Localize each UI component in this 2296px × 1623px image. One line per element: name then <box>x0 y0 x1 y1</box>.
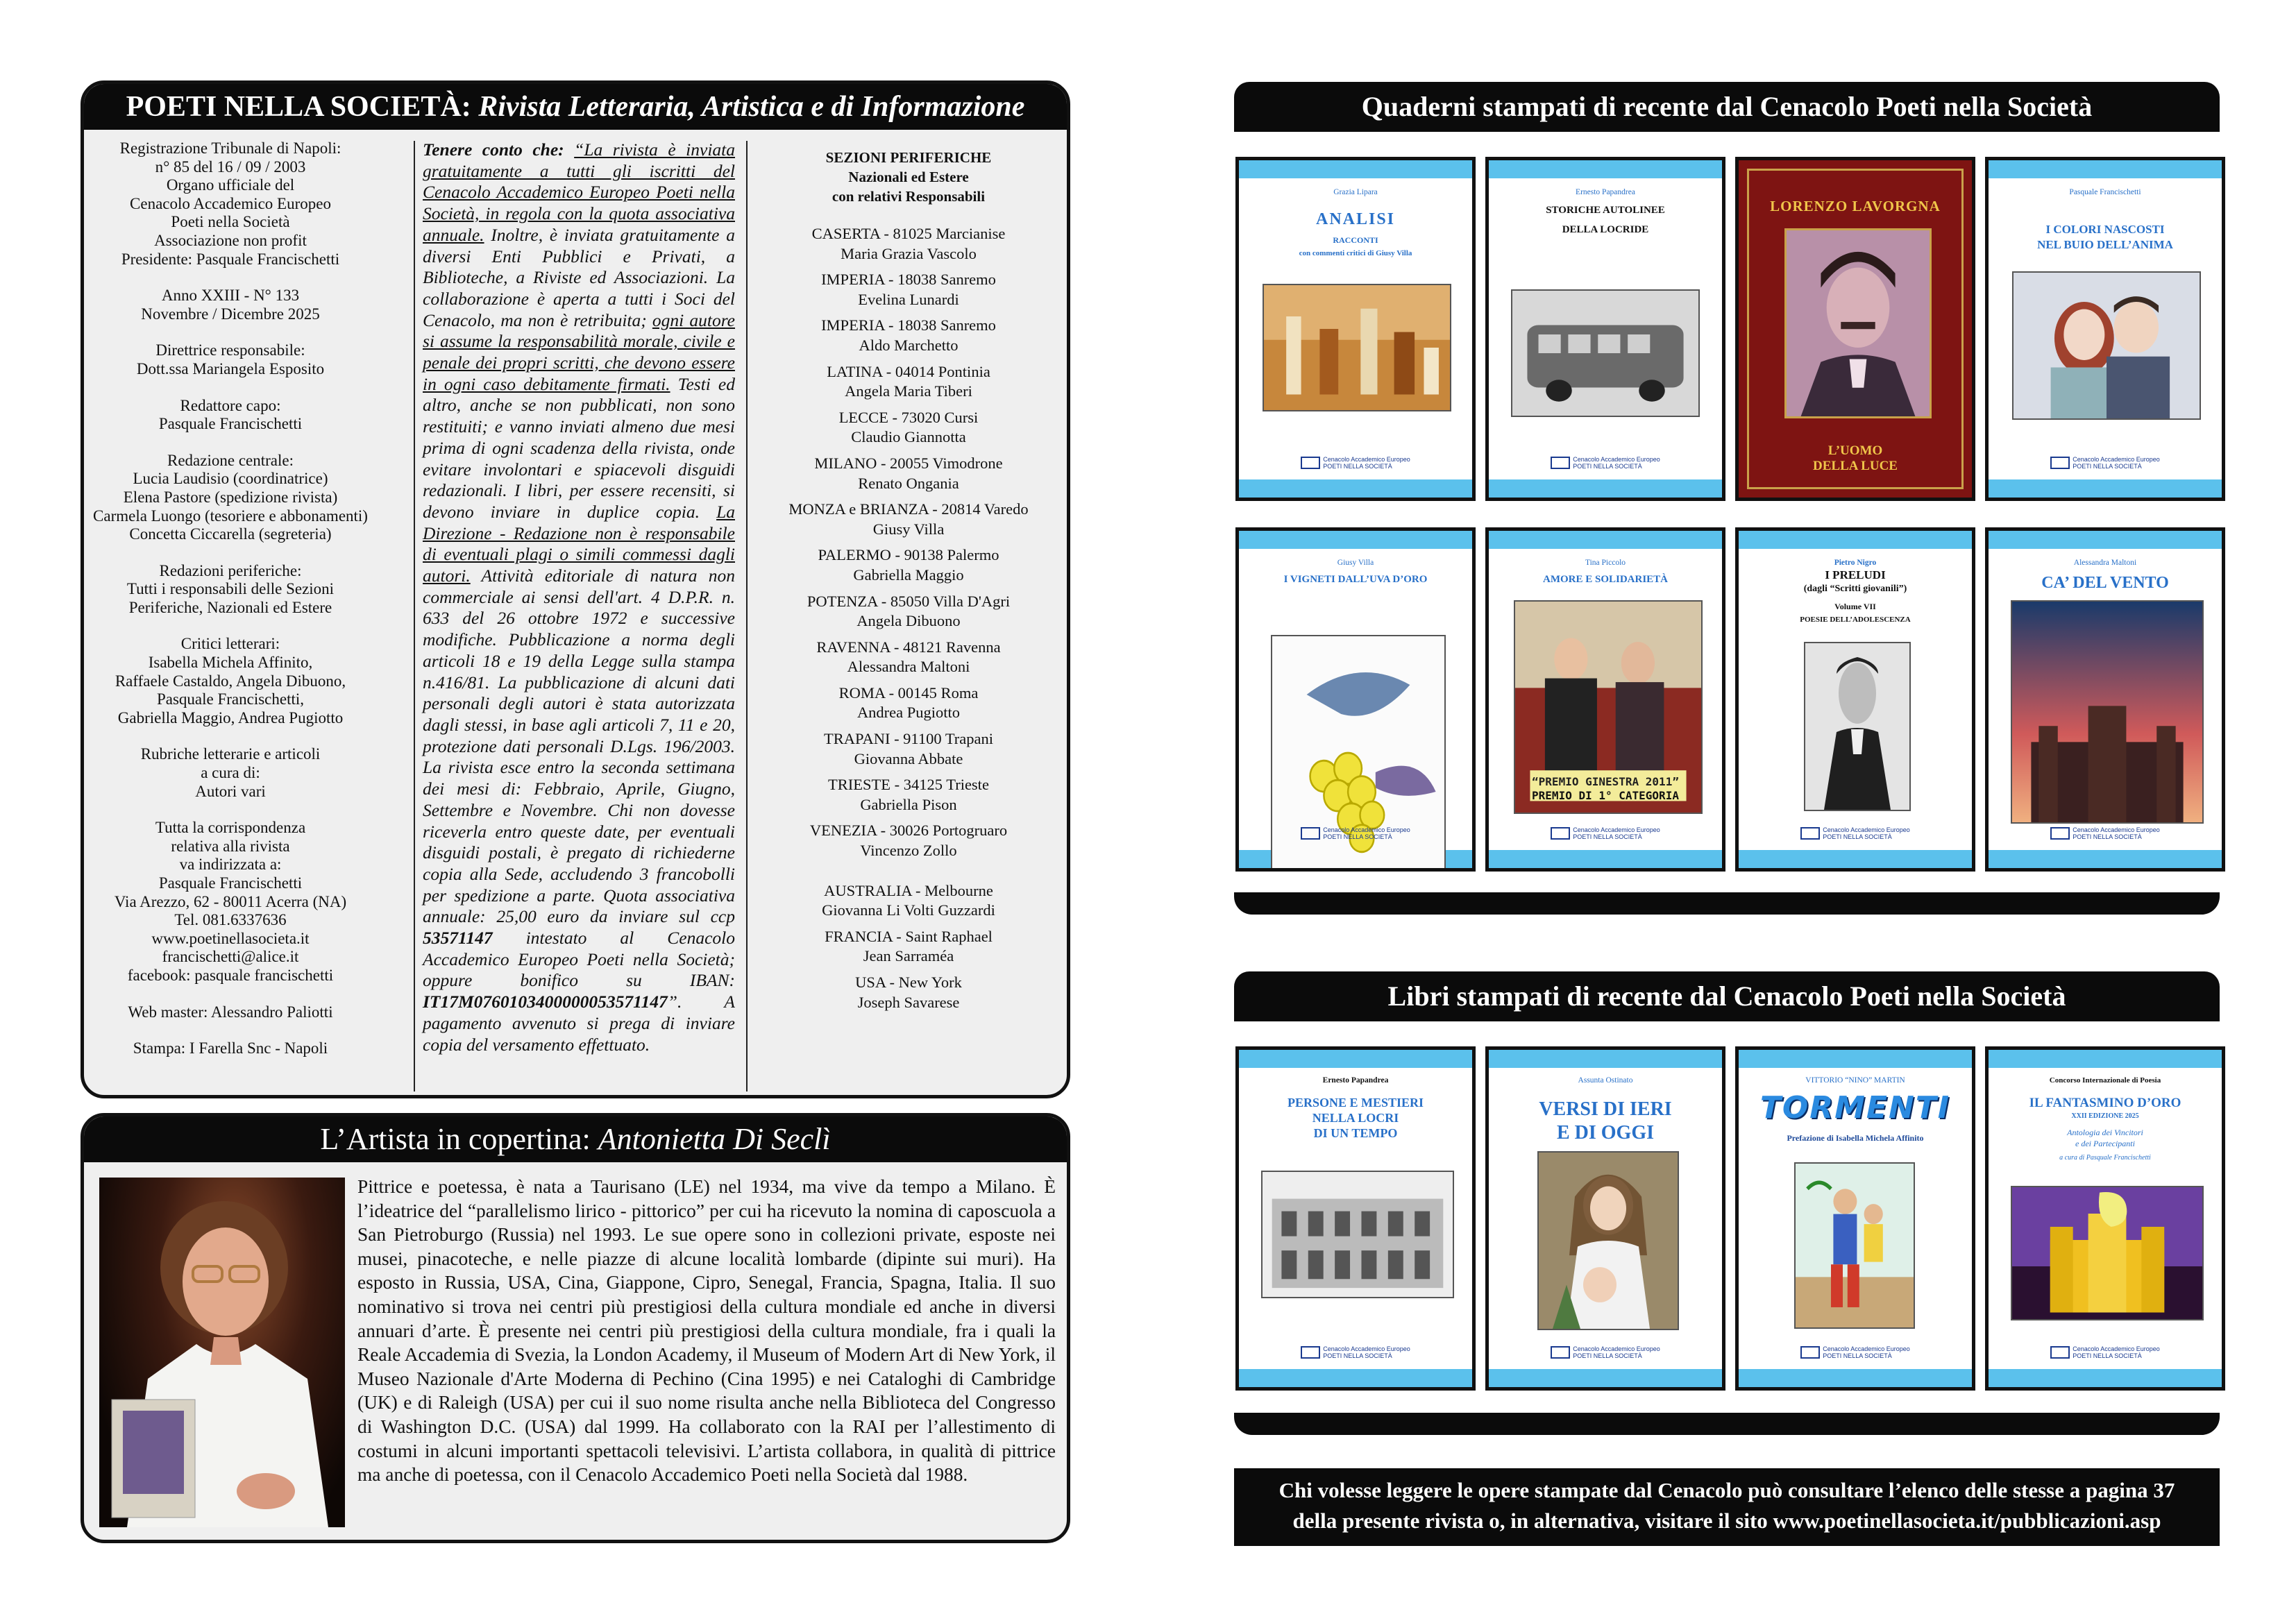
book-cover[interactable] <box>1985 527 2225 872</box>
publisher-logo <box>1239 456 1472 470</box>
cover-image <box>1784 228 1932 418</box>
section-manager: Andrea Pugiotto <box>856 704 961 722</box>
info-block <box>87 287 374 323</box>
cover-stripe-top <box>1989 531 2222 549</box>
info-line: Redazione centrale: <box>167 451 294 469</box>
artist-portrait <box>99 1178 345 1527</box>
notice-lead: Tenere conto che: <box>423 139 564 160</box>
book-author: Ernesto Papandrea <box>1576 188 1635 196</box>
book-subtitle: RACCONTI <box>1333 235 1378 245</box>
masthead-subtitle: Rivista Letteraria, Artistica e di Informazione <box>478 91 1025 123</box>
info-line: Critici letterari: <box>180 635 280 653</box>
section-entry <box>756 408 1061 448</box>
section-place: TRIESTE - 34125 Trieste <box>828 776 989 794</box>
publisher-logo <box>1239 1345 1472 1359</box>
cover-stripe-top <box>1239 1050 1472 1068</box>
section-manager: Giovanna Li Volti Guzzardi <box>822 901 995 919</box>
publisher-logo <box>1739 1345 1972 1359</box>
publisher-logo-icon <box>1301 1346 1320 1359</box>
cover-image <box>1511 289 1700 417</box>
book-author: Alessandra Maltoni <box>2073 559 2137 567</box>
cover-stripe-top <box>1489 160 1722 178</box>
publisher-logo-text: Cenacolo Accademico Europeo <box>2073 1345 2160 1352</box>
section-place: CASERTA - 81025 Marcianise <box>811 225 1006 242</box>
publisher-logo-text: POETI NELLA SOCIETÀ <box>1823 833 1892 840</box>
book-author: Pasquale Francischetti <box>2069 188 2141 196</box>
quaderni-footer-bar <box>1234 892 2220 915</box>
section-entry <box>756 500 1061 539</box>
section-manager: Vincenzo Zollo <box>860 842 957 860</box>
artist-name: Antonietta Di Seclì <box>598 1122 831 1156</box>
publisher-logo <box>1489 1345 1722 1359</box>
publisher-logo-icon <box>2050 1346 2070 1359</box>
notice-p2: Testi ed altro, anche se non pubblicati, non sono restituiti; e vanno inviati almeno due mesi prima di ogni scadenza della rivista, onde evitare involontari e spiacevoli disguidi redazionali. I libri, per essere recensiti, si devono inviare in duplice copia. <box>423 373 735 522</box>
info-block <box>87 397 374 434</box>
cover-image <box>2011 600 2204 824</box>
info-line: Anno XXIII - N° 133 <box>161 287 300 305</box>
section-manager: Giovanna Abbate <box>854 749 963 767</box>
book-author: Pietro Nigro <box>1834 559 1877 567</box>
publisher-logo-icon <box>1551 827 1570 840</box>
cover-stripe-top <box>1739 1050 1972 1068</box>
cover-image <box>1263 284 1451 411</box>
notice-p1: Inoltre, è inviata gratuitamente a diversi Enti Pubblici e Privati, a Biblioteche, a Riviste ed Associazioni. La collaborazione è aperta a tutti i Soci del Cenacolo, ma non è retribuita; <box>423 224 735 330</box>
publisher-logo-text: POETI NELLA SOCIETÀ <box>1573 833 1642 840</box>
portrait-image <box>99 1178 345 1527</box>
section-entry <box>756 729 1061 769</box>
notice-p3: Attività editoriale di natura non commerciale ai sensi dell'art. 4 D.P.R. n. 633 del 26 ottobre 1972 e successive modifiche. Pubblicazione a norma degli articoli 18 e 19 della Legge sulla stampa n.416/81. La pubblicazione di alcuni dati personali degli autori è stata autorizzata dagli stessi, in base agli articoli 7, 11 e 20, protezione dati personali D.Lgs. 196/2003. La rivista esce entro la seconda settimana dei mesi di: Febbraio, Aprile, Giugno, Settembre e Novembre. Chi non dovesse riceverla entro queste date, per eventuali disguidi postali, è pregato di richiederne copia alla Sede, accludendo 3 francobolli per spedizione a parte. Quota associativa annuale: 25,00 euro da inviare sul ccp <box>423 566 735 927</box>
info-line: Autori vari <box>195 782 266 800</box>
section-manager: Gabriella Maggio <box>853 566 964 584</box>
section-place: IMPERIA - 18038 Sanremo <box>821 316 996 334</box>
notice-iban: IT17M0760103400000053571147 <box>423 992 668 1012</box>
artist-panel <box>81 1113 1070 1543</box>
book-cover[interactable] <box>1735 1046 1975 1391</box>
book-subtitle: Prefazione di Isabella Michela Affinito <box>1787 1133 1924 1143</box>
cover-stripe-top <box>1489 531 1722 549</box>
section-manager: Giusy Villa <box>872 520 945 538</box>
masthead-panel <box>81 80 1070 1098</box>
notice-p4: intestato al Cenacolo Accademico Europeo Poeti nella Società; oppure bonifico su IBAN: <box>423 928 735 991</box>
section-manager: Alessandra Maltoni <box>847 658 970 676</box>
info-line: www.poetinellasocieta.it <box>151 929 310 947</box>
cover-stripe-bottom <box>1489 850 1722 868</box>
publisher-logo-text: Cenacolo Accademico Europeo <box>1573 826 1660 833</box>
section-entry <box>756 775 1061 815</box>
book-author: Giusy Villa <box>1337 559 1374 567</box>
info-line: Pasquale Francischetti <box>158 415 303 433</box>
notice-u2: ogni autore si assume la responsabilità morale, civile e penale dei propri scritti, che devono essere in ogni caso debitamente firmati. <box>423 309 736 394</box>
book-cover[interactable] <box>1235 527 1476 872</box>
section-place: LATINA - 04014 Pontinia <box>827 362 990 380</box>
publisher-logo-icon <box>2050 457 2070 469</box>
section-entry <box>756 545 1061 585</box>
book-title: STORICHE AUTOLINEE <box>1546 205 1665 216</box>
publisher-logo-text: Cenacolo Accademico Europeo <box>1573 456 1660 463</box>
info-line: Redattore capo: <box>180 396 281 414</box>
cover-stripe-bottom <box>1989 479 2222 498</box>
info-line: Dott.ssa Mariangela Esposito <box>136 359 325 377</box>
sections-heading-line: SEZIONI PERIFERICHE <box>825 149 992 166</box>
info-column <box>87 139 374 1076</box>
info-line: Associazione non profit <box>154 231 307 249</box>
book-author: VITTORIO “NINO” MARTIN <box>1805 1076 1905 1085</box>
cover-stripe-top <box>1989 1050 2222 1068</box>
book-title: TORMENTI <box>1759 1090 1951 1125</box>
notice-u3: La Direzione - Redazione non è responsabile di eventuali plagi o simili commessi dagli autori. <box>423 501 735 586</box>
book-cover[interactable] <box>1735 527 1975 872</box>
publisher-logo-icon <box>1800 1346 1820 1359</box>
notice-p5: ”. A pagamento avvenuto si prega di inviare copia del versamento effettuato. <box>423 992 735 1055</box>
info-line: Tutta la corrispondenza <box>155 819 306 837</box>
section-manager: Maria Grazia Vascolo <box>841 244 977 262</box>
cover-stripe-bottom <box>1239 479 1472 498</box>
book-cover[interactable] <box>1735 157 1975 501</box>
cover-stripe-bottom <box>1739 850 1972 868</box>
book-title: ANALISI <box>1315 210 1396 228</box>
cover-stripe-bottom <box>1989 1369 2222 1387</box>
info-line: a cura di: <box>201 764 260 782</box>
book-subtitle-2: DI UN TEMPO <box>1313 1126 1398 1140</box>
cover-stripe-bottom <box>1239 1369 1472 1387</box>
info-line: Web master: Alessandro Paliotti <box>128 1003 333 1021</box>
book-cover[interactable] <box>1985 1046 2225 1391</box>
section-manager: Angela Dibuono <box>856 612 961 630</box>
section-place: MILANO - 20055 Vimodrone <box>814 454 1003 472</box>
cover-image <box>2012 271 2201 420</box>
section-manager: Renato Ongania <box>858 474 959 492</box>
info-line: va indirizzata a: <box>179 856 282 874</box>
cover-stripe-bottom <box>1489 479 1722 498</box>
column-divider-2 <box>746 141 748 1091</box>
section-place: AUSTRALIA - Melbourne <box>824 881 993 899</box>
info-line: francischetti@alice.it <box>162 948 299 966</box>
section-manager: Aldo Marchetto <box>859 336 959 354</box>
info-line: Direttrice responsabile: <box>155 341 305 359</box>
book-cover[interactable] <box>1485 157 1725 501</box>
info-line: Periferiche, Nazionali ed Estere <box>128 598 332 616</box>
publisher-logo-text: Cenacolo Accademico Europeo <box>1323 456 1410 463</box>
section-place: MONZA e BRIANZA - 20814 Varedo <box>788 500 1029 518</box>
section-place: TRAPANI - 91100 Trapani <box>824 730 993 748</box>
cover-stripe-top <box>1989 160 2222 178</box>
book-subtitle-2: Volume VII <box>1834 602 1876 611</box>
section-place: POTENZA - 85050 Villa D'Agri <box>807 592 1011 610</box>
section-entry <box>756 881 1061 921</box>
info-line: n° 85 del 16 / 09 / 2003 <box>155 158 306 176</box>
book-title: I PRELUDI <box>1825 568 1886 581</box>
section-entry <box>756 592 1061 631</box>
section-manager: Claudio Giannotta <box>851 428 966 446</box>
sections-heading <box>756 148 1061 206</box>
cover-image <box>1537 1151 1679 1330</box>
publisher-logo-icon <box>1800 827 1820 840</box>
book-cover[interactable] <box>1485 1046 1725 1391</box>
footer-notice <box>1234 1468 2220 1546</box>
publisher-logo-text: POETI NELLA SOCIETÀ <box>1323 833 1392 840</box>
info-block <box>87 341 374 378</box>
info-line: Tel. 081.6337636 <box>174 911 287 929</box>
cover-image <box>1261 1171 1454 1298</box>
section-place: VENEZIA - 30026 Portogruaro <box>809 822 1008 840</box>
cover-stripe-top <box>1489 1050 1722 1068</box>
section-manager: Joseph Savarese <box>857 993 960 1011</box>
info-line: Redazioni periferiche: <box>159 561 302 579</box>
book-subtitle: XXII EDIZIONE 2025 <box>2071 1112 2139 1120</box>
section-manager: Angela Maria Tiberi <box>845 382 972 400</box>
info-line: Lucia Laudisio (coordinatrice) <box>133 470 328 488</box>
info-block <box>87 635 374 727</box>
info-line: Concetta Ciccarella (segreteria) <box>129 525 332 543</box>
publisher-logo <box>1989 456 2222 470</box>
book-subtitle: NEL BUIO DELL’ANIMA <box>2037 238 2173 251</box>
publisher-logo-text: Cenacolo Accademico Europeo <box>1823 1345 1910 1352</box>
section-entry <box>756 224 1061 264</box>
section-place: IMPERIA - 18038 Sanremo <box>821 271 996 289</box>
publisher-logo-text: Cenacolo Accademico Europeo <box>1573 1345 1660 1352</box>
publisher-logo <box>1489 456 1722 470</box>
book-author: Tina Piccolo <box>1585 559 1626 567</box>
section-manager: Jean Sarraméa <box>863 947 954 965</box>
footer-notice-line-2: della presente rivista o, in alternativa, visitare il sito www.poetinellasocieta.it/pubblicazioni.asp <box>1292 1509 2161 1533</box>
info-line: Tutti i responsabili delle Sezioni <box>126 580 335 598</box>
info-line: Poeti nella Società <box>171 213 290 231</box>
book-title: VERSI DI IERI <box>1539 1098 1672 1120</box>
quaderni-heading: Quaderni stampati di recente dal Cenacolo Poeti nella Società <box>1234 82 2220 132</box>
publisher-logo-text: POETI NELLA SOCIETÀ <box>1323 1352 1392 1359</box>
section-entry <box>756 270 1061 309</box>
artist-bar <box>84 1116 1067 1162</box>
book-subtitle: L’UOMO <box>1827 443 1883 458</box>
notice-u1: “La rivista è inviata gratuitamente a tutti gli iscritti del Cenacolo Accademico Europeo Poeti nella Società, in regola con la quota associativa annuale. <box>423 139 735 245</box>
publisher-logo-text: Cenacolo Accademico Europeo <box>2073 826 2160 833</box>
section-entry <box>756 362 1061 402</box>
publisher-logo <box>1239 826 1472 840</box>
publisher-logo-text: Cenacolo Accademico Europeo <box>2073 456 2160 463</box>
book-title: PERSONE E MESTIERI <box>1287 1096 1424 1110</box>
sections-column <box>756 148 1061 1019</box>
info-line: Presidente: Pasquale Francischetti <box>121 250 340 268</box>
libri-heading: Libri stampati di recente dal Cenacolo Poeti nella Società <box>1234 971 2220 1021</box>
publisher-logo-text: POETI NELLA SOCIETÀ <box>1573 463 1642 470</box>
info-block <box>87 452 374 544</box>
info-line: Registrazione Tribunale di Napoli: <box>119 139 341 157</box>
section-place: ROMA - 00145 Roma <box>838 683 979 702</box>
sections-heading-line: Nazionali ed Estere <box>848 169 969 185</box>
cover-image <box>1804 642 1911 811</box>
section-entry <box>756 316 1061 355</box>
section-manager: Gabriella Pison <box>860 795 957 813</box>
info-line: Elena Pastore (spedizione rivista) <box>123 488 338 506</box>
publisher-logo <box>1489 826 1722 840</box>
publisher-logo-icon <box>2050 827 2070 840</box>
book-subtitle-2: con commenti critici di Giusy Villa <box>1299 249 1412 257</box>
book-subtitle-2: DELLA LUCE <box>1813 459 1898 473</box>
publisher-logo-text: Cenacolo Accademico Europeo <box>1323 1345 1410 1352</box>
section-entry <box>756 683 1061 723</box>
publisher-logo-text: POETI NELLA SOCIETÀ <box>2073 463 2142 470</box>
publisher-logo-text: POETI NELLA SOCIETÀ <box>2073 1352 2142 1359</box>
book-subtitle-3: POESIE DELL’ADOLESCENZA <box>1800 615 1911 624</box>
book-subtitle: (dagli “Scritti giovanili”) <box>1803 584 1907 594</box>
publisher-logo-icon <box>1551 1346 1570 1359</box>
book-subtitle-2: Antologia dei Vincitori <box>2067 1128 2143 1137</box>
cover-stripe-bottom <box>1489 1369 1722 1387</box>
book-subtitle-3: e dei Partecipanti <box>2075 1139 2135 1148</box>
book-author: Concorso Internazionale di Poesia <box>2049 1076 2161 1085</box>
book-title: LORENZO LAVORGNA <box>1770 198 1941 214</box>
book-author: Grazia Lipara <box>1333 188 1378 196</box>
cover-image <box>2011 1186 2204 1320</box>
publisher-logo-text: POETI NELLA SOCIETÀ <box>1323 463 1392 470</box>
cover-image <box>1794 1162 1915 1329</box>
publisher-logo <box>1739 826 1972 840</box>
publisher-logo-text: POETI NELLA SOCIETÀ <box>2073 833 2142 840</box>
book-subtitle: E DI OGGI <box>1556 1122 1655 1144</box>
legal-notice <box>423 139 735 1055</box>
publisher-logo-icon <box>1301 457 1320 469</box>
artist-heading: L’Artista in copertina: <box>320 1122 591 1156</box>
info-block <box>87 562 374 618</box>
section-place: RAVENNA - 48121 Ravenna <box>816 638 1001 656</box>
publisher-logo-icon <box>1301 827 1320 840</box>
publisher-logo-text: Cenacolo Accademico Europeo <box>1823 826 1910 833</box>
notice-ccp: 53571147 <box>423 928 493 949</box>
section-entry <box>756 973 1061 1012</box>
info-line: Raffaele Castaldo, Angela Dibuono, <box>115 672 346 690</box>
info-line: Novembre / Dicembre 2025 <box>141 305 320 323</box>
book-cover[interactable] <box>1235 1046 1476 1391</box>
masthead-bar <box>84 84 1067 130</box>
sections-heading-line: con relativi Responsabili <box>832 188 986 205</box>
info-line: Pasquale Francischetti <box>158 874 303 892</box>
section-entry <box>756 638 1061 677</box>
book-subtitle: DELLA LOCRIDE <box>1562 224 1649 235</box>
info-block <box>87 1039 374 1058</box>
publisher-logo-text: POETI NELLA SOCIETÀ <box>1823 1352 1892 1359</box>
section-place: USA - New York <box>855 974 962 991</box>
cover-stripe-bottom <box>1989 850 2222 868</box>
book-cover[interactable] <box>1485 527 1725 872</box>
book-title: AMORE E SOLIDARIETÀ <box>1542 574 1669 585</box>
section-entry <box>756 454 1061 493</box>
info-block <box>87 139 374 269</box>
masthead-title: POETI NELLA SOCIETÀ: <box>126 91 471 123</box>
info-line: Organo ufficiale del <box>166 176 295 194</box>
cover-stripe-top <box>1239 160 1472 178</box>
section-manager: Evelina Lunardi <box>858 290 959 308</box>
info-line: Pasquale Francischetti, <box>156 690 305 708</box>
info-line: Carmela Luongo (tesoriere e abbonamenti) <box>93 507 368 525</box>
footer-notice-line-1: Chi volesse leggere le opere stampate dal Cenacolo può consultare l’elenco delle stesse a pagina 37 <box>1278 1478 2175 1502</box>
info-line: Cenacolo Accademico Europeo <box>130 194 331 212</box>
book-subtitle-2: PREMIO DI 1° CATEGORIA <box>1532 789 1679 802</box>
info-line: Stampa: I Farella Snc - Napoli <box>133 1039 328 1057</box>
book-title: IL FANTASMINO D’ORO <box>2029 1096 2181 1110</box>
book-subtitle-4: a cura di Pasquale Francischetti <box>2059 1154 2151 1162</box>
section-place: PALERMO - 90138 Palermo <box>818 546 999 564</box>
book-title: CA’ DEL VENTO <box>2041 574 2169 592</box>
book-cover[interactable] <box>1235 157 1476 501</box>
publisher-logo-text: Cenacolo Accademico Europeo <box>1323 826 1410 833</box>
info-block <box>87 819 374 985</box>
book-title: I COLORI NASCOSTI <box>2045 223 2165 236</box>
info-block <box>87 745 374 801</box>
section-place: LECCE - 73020 Cursi <box>838 408 979 426</box>
section-entry <box>756 821 1061 860</box>
cover-stripe-bottom <box>1739 1369 1972 1387</box>
info-line: relativa alla rivista <box>171 837 290 855</box>
publisher-logo <box>1989 1345 2222 1359</box>
info-line: Isabella Michela Affinito, <box>148 654 313 672</box>
libri-footer-bar <box>1234 1413 2220 1435</box>
section-entry <box>756 927 1061 967</box>
publisher-logo <box>1989 826 2222 840</box>
publisher-logo-icon <box>1551 457 1570 469</box>
info-line: facebook: pasquale francischetti <box>127 966 334 984</box>
section-place: FRANCIA - Saint Raphael <box>825 927 993 945</box>
cover-stripe-top <box>1239 531 1472 549</box>
artist-bio: Pittrice e poetessa, è nata a Taurisano (LE) nel 1934, ma vive da tempo a Milano. È l’ideatrice del “parallelismo lirico - pittorico” per cui ha ricevuto la nomina di caposcuola a San Pietroburgo (Russia) nel 1993. Le sue opere sono in collezioni private, esposte nei musei, pinacoteche, e nelle piazze di alcune località lombarde (dipinte sui muri). Ha esposto in Russia, USA, Cina, Giappone, Cipro, Senegal, Francia, Spagna, Italia. Il suo nominativo si trova nei centri più prestigiosi della cultura mondiale ed anche in diversi annuari d’arte. È presente nei centri più prestigiosi della cultura mondiale, fra i quali la Reale Accademia di Svezia, la London Academy, il Museum of Modern Art di New York, il Museo Nazionale d'Arte Moderna di Pechino (Cina 1995) e nei Cataloghi di Cambridge (UK) e di Raleigh (USA) per cui il suo nome risulta anche nella Biblioteca del Congresso di Washington D.C. (USA) dal 1999. Ha collaborato con la RAI per l’allestimento di costumi in alcuni importanti spettacoli televisivi. L’artista collabora, in qualità di pittrice ma anche di poetessa, con il Cenacolo Accademico Poeti nella Società dal 1988. <box>357 1176 1056 1486</box>
cover-stripe-top <box>1739 531 1972 549</box>
info-block <box>87 1003 374 1022</box>
info-line: Gabriella Maggio, Andrea Pugiotto <box>117 708 344 726</box>
info-line: Via Arezzo, 62 - 80011 Acerra (NA) <box>114 892 347 910</box>
publisher-logo-text: POETI NELLA SOCIETÀ <box>1573 1352 1642 1359</box>
info-line: Rubriche letterarie e articoli <box>140 745 321 763</box>
book-subtitle: NELLA LOCRI <box>1312 1111 1399 1125</box>
column-divider <box>414 141 415 1091</box>
book-author: Assunta Ostinato <box>1578 1076 1633 1085</box>
book-author: Ernesto Papandrea <box>1322 1076 1389 1085</box>
book-subtitle: “PREMIO GINESTRA 2011” <box>1532 775 1679 788</box>
book-cover[interactable] <box>1985 157 2225 501</box>
book-title: I VIGNETI DALL’UVA D’ORO <box>1283 574 1428 585</box>
